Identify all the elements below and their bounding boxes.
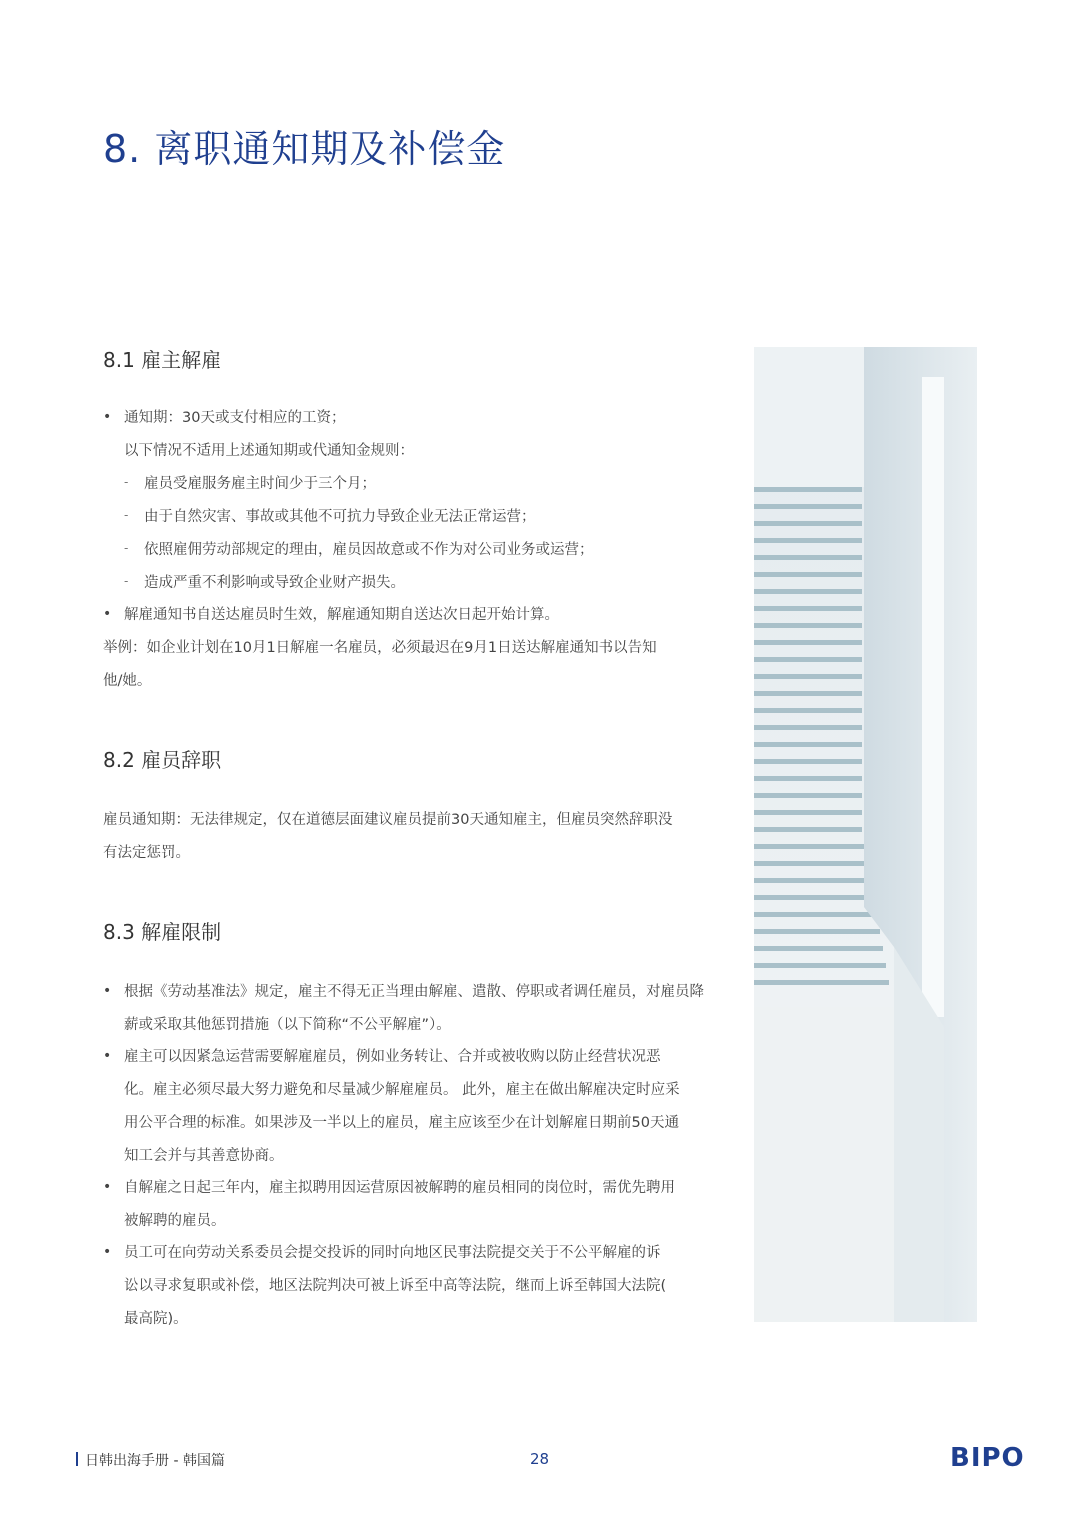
bullet-text: 薪或采取其他惩罚措施（以下简称“不公平解雇”）。 [124, 1017, 451, 1033]
dash-item: 由于自然灾害、事故或其他不可抗力导致企业无法正常运营； [144, 509, 536, 525]
dash-marker: - [124, 541, 129, 555]
staircase-photo [754, 347, 977, 1322]
stair-stripe [754, 708, 862, 713]
stair-stripe [754, 640, 862, 645]
stair-stripe [754, 742, 862, 747]
bullet-text: 讼以寻求复职或补偿，地区法院判决可被上诉至中高等法院，继而上诉至韩国大法院( [124, 1278, 667, 1294]
stair-stripe [754, 759, 862, 764]
stair-stripe [754, 572, 862, 577]
stair-stripe [754, 623, 862, 628]
stair-stripe [754, 555, 862, 560]
page-title: 8. 离职通知期及补偿金 [103, 127, 506, 171]
stair-stripe [754, 776, 862, 781]
footer-accent-bar [76, 1452, 78, 1466]
paragraph-text: 雇员通知期：无法律规定，仅在道德层面建议雇员提前30天通知雇主，但雇员突然辞职没 [103, 812, 673, 828]
footer-doc-title: 日韩出海手册 - 韩国篇 [85, 1453, 225, 1469]
stair-stripe [754, 912, 877, 917]
bullet-marker: • [103, 606, 112, 622]
bullet-text: 最高院)。 [124, 1311, 188, 1327]
stair-stripe [754, 861, 868, 866]
bullet-text: 化。雇主必须尽最大努力避免和尽量减少解雇雇员。 此外，雇主在做出解雇决定时应采 [124, 1082, 680, 1098]
bullet-marker: • [103, 983, 112, 999]
bipo-logo: BIPO [950, 1443, 1025, 1473]
section-heading-8-1: 8.1 雇主解雇 [103, 348, 222, 372]
bullet-marker: • [103, 1048, 112, 1064]
bullet-text: 通知期：30天或支付相应的工资； [124, 410, 346, 426]
stair-stripe [754, 844, 865, 849]
stair-stripe [754, 487, 862, 492]
stair-stripe [754, 504, 862, 509]
stair-stripe [754, 946, 883, 951]
stair-stripe [754, 929, 880, 934]
paragraph-text: 有法定惩罚。 [103, 845, 190, 861]
stair-stripe [754, 657, 862, 662]
example-text: 举例：如企业计划在10月1日解雇一名雇员，必须最迟在9月1日送达解雇通知书以告知 [103, 640, 657, 656]
bullet-marker: • [103, 1179, 112, 1195]
stair-stripe [754, 810, 862, 815]
section-heading-8-2: 8.2 雇员辞职 [103, 748, 222, 772]
stair-stripe [754, 674, 862, 679]
stair-stripe [754, 963, 886, 968]
bullet-text: 自解雇之日起三年内，雇主拟聘用因运营原因被解聘的雇员相同的岗位时，需优先聘用 [124, 1180, 675, 1196]
dash-marker: - [124, 574, 129, 588]
stair-stripe [754, 980, 889, 985]
example-text: 他/她。 [103, 673, 152, 689]
bullet-text: 解雇通知书自送达雇员时生效，解雇通知期自送达次日起开始计算。 [124, 607, 559, 623]
stair-stripe [754, 606, 862, 611]
bullet-subtext: 以下情况不适用上述通知期或代通知金规则： [124, 443, 414, 459]
stair-stripe [754, 521, 862, 526]
bullet-text: 知工会并与其善意协商。 [124, 1148, 284, 1164]
bullet-text: 用公平合理的标准。如果涉及一半以上的雇员，雇主应该至少在计划解雇日期前50天通 [124, 1115, 679, 1131]
stair-stripe [754, 691, 862, 696]
bullet-text: 被解聘的雇员。 [124, 1213, 226, 1229]
stair-stripe [754, 793, 862, 798]
dash-marker: - [124, 475, 129, 489]
bullet-text: 员工可在向劳动关系委员会提交投诉的同时向地区民事法院提交关于不公平解雇的诉 [124, 1245, 661, 1261]
stair-stripe [754, 878, 871, 883]
stair-stripe [754, 895, 874, 900]
stair-stripe [754, 725, 862, 730]
stair-stripe [754, 589, 862, 594]
section-heading-8-3: 8.3 解雇限制 [103, 920, 222, 944]
dash-item: 依照雇佣劳动部规定的理由，雇员因故意或不作为对公司业务或运营； [144, 542, 594, 558]
stair-stripe [754, 538, 862, 543]
dash-marker: - [124, 508, 129, 522]
bullet-text: 根据《劳动基准法》规定，雇主不得无正当理由解雇、遣散、停职或者调任雇员，对雇员降 [124, 984, 704, 1000]
dash-item: 造成严重不利影响或导致企业财产损失。 [144, 575, 405, 591]
bullet-marker: • [103, 1244, 112, 1260]
page-number: 28 [530, 1450, 550, 1468]
stair-stripe [754, 827, 862, 832]
bullet-marker: • [103, 409, 112, 425]
bullet-text: 雇主可以因紧急运营需要解雇雇员，例如业务转让、合并或被收购以防止经营状况恶 [124, 1049, 661, 1065]
dash-item: 雇员受雇服务雇主时间少于三个月； [144, 476, 376, 492]
